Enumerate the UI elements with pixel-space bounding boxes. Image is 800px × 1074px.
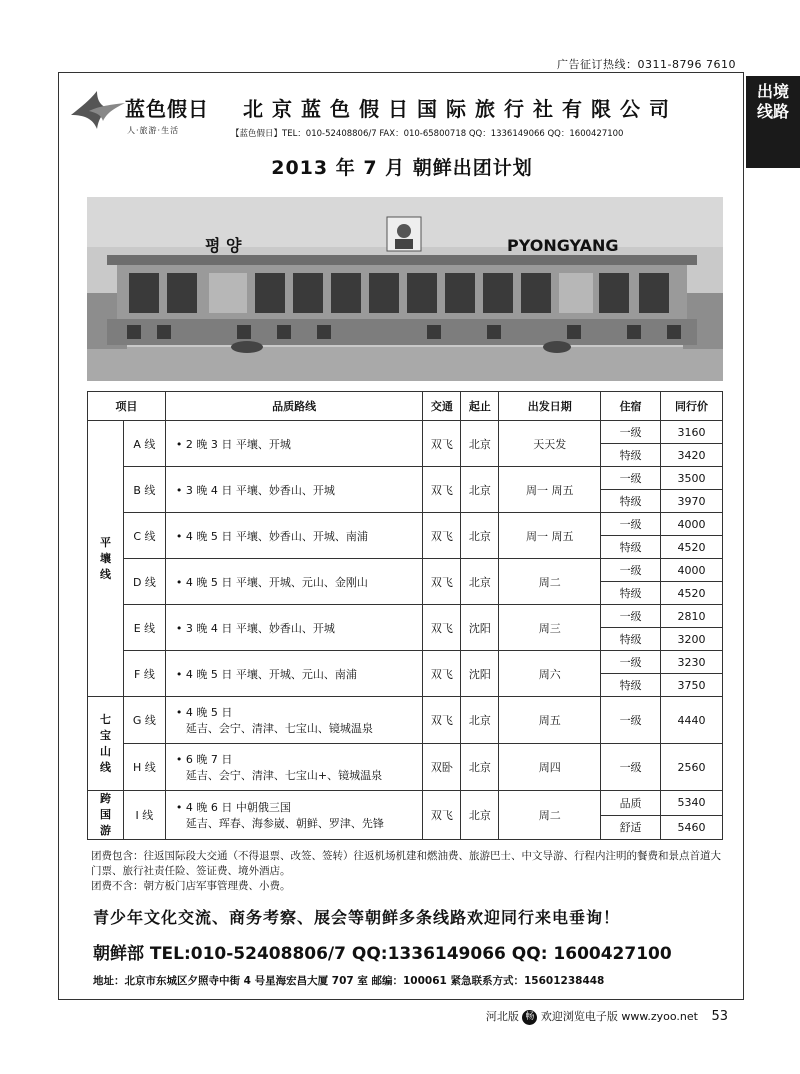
route-group-cell: 平壤线 xyxy=(88,421,124,697)
departure-city-cell: 沈阳 xyxy=(461,605,499,651)
table-row xyxy=(88,651,723,674)
price-cell: 2560 xyxy=(661,744,723,791)
departure-date-cell: 周六 xyxy=(499,651,601,697)
fee-included: 团费包含：往返国际段大交通（不得退票、改签、签转）往返机场机建和燃油费、旅游巴士、中文导游、行程内注明的餐费和景点首道大门票、旅行社责任险、签证费、境外酒店。 xyxy=(91,850,721,877)
transport-cell: 双飞 xyxy=(423,467,461,513)
line-code-cell: D 线 xyxy=(123,559,165,605)
accommodation-cell: 特级 xyxy=(601,536,661,559)
departure-date-cell: 周二 xyxy=(499,559,601,605)
route-cell: • 4 晚 5 日 平壤、妙香山、开城、南浦 xyxy=(165,513,423,559)
table-header-cell: 同行价 xyxy=(661,392,723,421)
accommodation-cell: 一级 xyxy=(601,697,661,744)
table-row xyxy=(88,744,723,791)
route-cell: • 2 晚 3 日 平壤、开城 xyxy=(165,421,423,467)
line-code-cell: G 线 xyxy=(123,697,165,744)
transport-cell: 双飞 xyxy=(423,513,461,559)
transport-cell: 双飞 xyxy=(423,421,461,467)
departure-date-cell: 周一 周五 xyxy=(499,513,601,559)
accommodation-cell: 特级 xyxy=(601,674,661,697)
header xyxy=(65,81,737,143)
footer-text: 欢迎浏览电子版 www.zyoo.net xyxy=(540,1010,698,1023)
accommodation-cell: 一级 xyxy=(601,421,661,444)
table-header-cell: 出发日期 xyxy=(499,392,601,421)
departure-city-cell: 北京 xyxy=(461,513,499,559)
page-frame xyxy=(58,72,744,1000)
line-code-cell: C 线 xyxy=(123,513,165,559)
price-cell: 2810 xyxy=(661,605,723,628)
route-group-cell: 跨国游 xyxy=(88,791,124,840)
departure-date-cell: 周二 xyxy=(499,791,601,840)
accommodation-cell: 一级 xyxy=(601,744,661,791)
accommodation-cell: 一级 xyxy=(601,651,661,674)
departure-date-cell: 周四 xyxy=(499,744,601,791)
station-sign-korean: 평 양 xyxy=(205,236,242,255)
fee-notes xyxy=(91,849,723,894)
table-row xyxy=(88,697,723,744)
line-code-cell: F 线 xyxy=(123,651,165,697)
table-header-row xyxy=(88,392,723,421)
price-cell: 3200 xyxy=(661,628,723,651)
transport-cell: 双飞 xyxy=(423,697,461,744)
accommodation-cell: 特级 xyxy=(601,490,661,513)
departure-date-cell: 天天发 xyxy=(499,421,601,467)
transport-cell: 双飞 xyxy=(423,559,461,605)
transport-cell: 双飞 xyxy=(423,651,461,697)
transport-cell: 双飞 xyxy=(423,605,461,651)
route-cell: • 4 晚 6 日 中朝俄三国 延吉、珲春、海参崴、朝鲜、罗津、先锋 xyxy=(165,791,423,840)
price-cell: 5460 xyxy=(661,815,723,840)
departure-city-cell: 北京 xyxy=(461,697,499,744)
accommodation-cell: 一级 xyxy=(601,605,661,628)
price-cell: 3500 xyxy=(661,467,723,490)
line-code-cell: I 线 xyxy=(123,791,165,840)
page-footer xyxy=(486,1008,728,1025)
price-cell: 4000 xyxy=(661,513,723,536)
table-row xyxy=(88,605,723,628)
logo-subtitle: 人·旅游·生活 xyxy=(127,126,180,135)
table-header-cell: 住宿 xyxy=(601,392,661,421)
table-header-cell: 交通 xyxy=(423,392,461,421)
line-code-cell: E 线 xyxy=(123,605,165,651)
logo-text: 蓝色假日 xyxy=(125,97,209,121)
price-cell: 3160 xyxy=(661,421,723,444)
line-code-cell: H 线 xyxy=(123,744,165,791)
company-name: 北京蓝色假日国际旅行社有限公司 xyxy=(243,97,678,121)
departure-city-cell: 北京 xyxy=(461,744,499,791)
price-cell: 4440 xyxy=(661,697,723,744)
table-header-cell: 项目 xyxy=(88,392,166,421)
departure-date-cell: 周三 xyxy=(499,605,601,651)
departure-city-cell: 沈阳 xyxy=(461,651,499,697)
route-cell: • 6 晚 7 日 延吉、会宁、清津、七宝山+、镜城温泉 xyxy=(165,744,423,791)
table-row xyxy=(88,421,723,444)
route-cell: • 3 晚 4 日 平壤、妙香山、开城 xyxy=(165,467,423,513)
table-row xyxy=(88,467,723,490)
footer-badge-icon: 畅 xyxy=(522,1010,537,1025)
line-code-cell: B 线 xyxy=(123,467,165,513)
price-cell: 3750 xyxy=(661,674,723,697)
price-cell: 5340 xyxy=(661,791,723,816)
table-header-cell: 品质路线 xyxy=(165,392,423,421)
slogan: 青少年文化交流、商务考察、展会等朝鲜多条线路欢迎同行来电垂询！ xyxy=(93,908,621,927)
table-row xyxy=(88,513,723,536)
section-side-tab: 出境 线路 xyxy=(746,76,800,168)
departure-date-cell: 周一 周五 xyxy=(499,467,601,513)
departure-city-cell: 北京 xyxy=(461,467,499,513)
accommodation-cell: 特级 xyxy=(601,444,661,467)
price-cell: 4000 xyxy=(661,559,723,582)
pyongyang-station-photo xyxy=(87,197,723,381)
table-row xyxy=(88,559,723,582)
route-cell: • 4 晚 5 日 平壤、开城、元山、南浦 xyxy=(165,651,423,697)
accommodation-cell: 舒适 xyxy=(601,815,661,840)
departure-date-cell: 周五 xyxy=(499,697,601,744)
departure-city-cell: 北京 xyxy=(461,421,499,467)
page-number: 53 xyxy=(711,1009,728,1024)
plan-title: 2013 年 7 月 朝鲜出团计划 xyxy=(271,157,533,179)
station-sign-latin: PYONGYANG xyxy=(507,236,619,255)
price-cell: 3970 xyxy=(661,490,723,513)
logo-mark-icon xyxy=(67,87,129,131)
line-code-cell: A 线 xyxy=(123,421,165,467)
address-line: 地址：北京市东城区夕照寺中街 4 号星海宏昌大厦 707 室 邮编：100061 紧急联系方式：15601238448 xyxy=(93,975,605,987)
accommodation-cell: 一级 xyxy=(601,513,661,536)
accommodation-cell: 一级 xyxy=(601,467,661,490)
route-cell: • 4 晚 5 日 延吉、会宁、清津、七宝山、镜城温泉 xyxy=(165,697,423,744)
accommodation-cell: 品质 xyxy=(601,791,661,816)
table-header-cell: 起止 xyxy=(461,392,499,421)
price-cell: 3420 xyxy=(661,444,723,467)
departure-city-cell: 北京 xyxy=(461,559,499,605)
ad-hotline: 广告征订热线：0311-8796 7610 xyxy=(557,58,736,71)
contact-line: 【蓝色假日】TEL：010-52408806/7 FAX：010-65800718 QQ：1336149066 QQ：1600427100 xyxy=(231,129,624,139)
table-row xyxy=(88,791,723,816)
departure-city-cell: 北京 xyxy=(461,791,499,840)
price-cell: 3230 xyxy=(661,651,723,674)
price-cell: 4520 xyxy=(661,536,723,559)
transport-cell: 双飞 xyxy=(423,791,461,840)
price-cell: 4520 xyxy=(661,582,723,605)
tour-schedule-table xyxy=(87,391,723,840)
route-cell: • 3 晚 4 日 平壤、妙香山、开城 xyxy=(165,605,423,651)
accommodation-cell: 特级 xyxy=(601,582,661,605)
department-contact: 朝鲜部 TEL:010-52408806/7 QQ:1336149066 QQ: 1600427100 xyxy=(93,944,672,964)
accommodation-cell: 特级 xyxy=(601,628,661,651)
route-cell: • 4 晚 5 日 平壤、开城、元山、金刚山 xyxy=(165,559,423,605)
footer-edition: 河北版 xyxy=(485,1010,519,1023)
transport-cell: 双卧 xyxy=(423,744,461,791)
fee-excluded: 团费不含：朝方板门店军事管理费、小费。 xyxy=(91,880,291,892)
route-group-cell: 七宝山线 xyxy=(88,697,124,791)
accommodation-cell: 一级 xyxy=(601,559,661,582)
